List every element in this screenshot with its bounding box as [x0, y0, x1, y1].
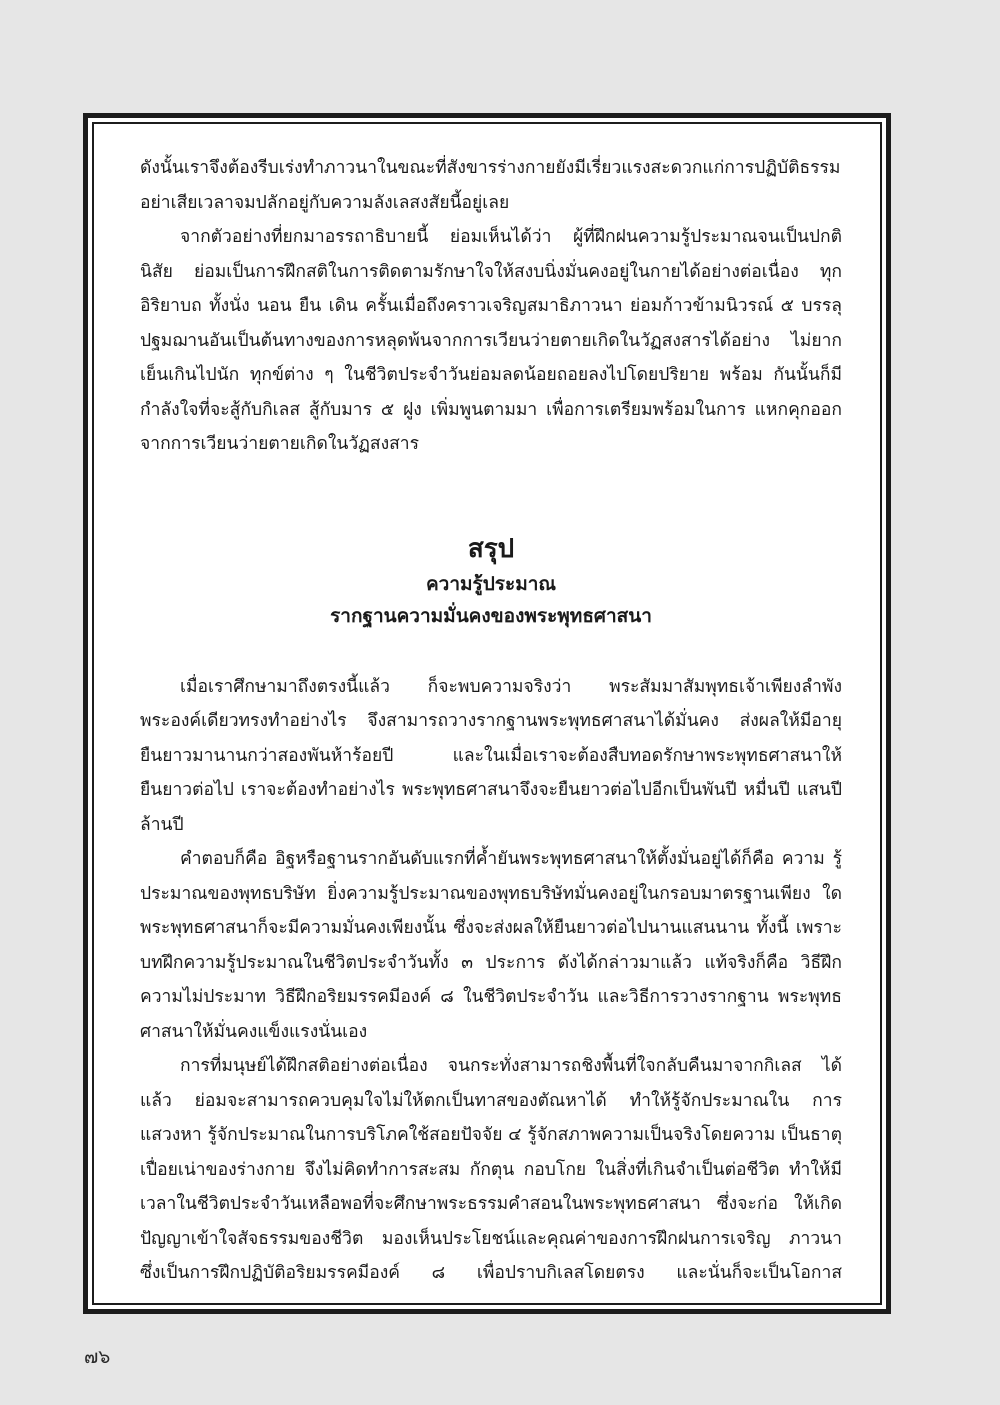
heading-subtitle: ความรู้ประมาณ — [425, 572, 557, 595]
text-line: แหกคุกออกจากการเวียนว่ายตายเกิดในวัฏสงสาร — [140, 399, 842, 454]
page-content — [140, 151, 842, 1291]
text-line: เพราะบทฝึกความรู้ประมาณในชีวิตประจำวันทั้ง ๓ ประการ ดังได้กล่าวมาแล้ว แท้จริงก็คือ — [140, 918, 842, 973]
text-line: วิธีฝึกความไม่ประมาท วิธีฝึกอริยมรรคมีองค์ ๘ ในชีวิตประจำวัน และวิธีการวางรากฐาน — [140, 952, 842, 1007]
text-line: การแสวงหา รู้จักประมาณในการบริโภคใช้สอยปัจจัย ๔ รู้จักสภาพความเป็นจริงโดยความ — [140, 1090, 842, 1145]
text-line: อย่าเสียเวลาจมปลักอยู่กับความลังเลสงสัยนี้อยู่เลย — [140, 192, 510, 213]
text-line: จากตัวอย่างที่ยกมาอรรถาธิบายนี้ ย่อมเห็นได้ว่า ผู้ที่ฝึกฝนความรู้ประมาณจนเป็นปกติ — [180, 227, 842, 247]
text-line: ไม่ยากเย็นเกินไปนัก ทุกข์ต่าง ๆ ในชีวิตประจำวันย่อมลดน้อยถอยลงไปโดยปริยาย พร้อม — [140, 330, 842, 385]
text-line: แสนปี ล้านปี — [140, 780, 842, 835]
text-line: ยืนยาวต่อไป เราจะต้องทำอย่างไร พระพุทธศาสนาจึงจะยืนยาวต่อไปอีกเป็นพันปี หมื่นปี — [140, 780, 790, 800]
text-line: ยืนยาวมานานกว่าสองพันห้าร้อยปี และในเมื่อเราจะต้องสืบทอดรักษาพระพุทธศาสนาให้ — [140, 745, 842, 766]
page-border-outer — [83, 113, 891, 1314]
text-line: นิสัย ย่อมเป็นการฝึกสติในการติดตามรักษาใจให้สงบนิ่งมั่นคงอยู่ในกายได้อย่างต่อเนื่อง — [140, 261, 799, 282]
heading-title: สรุป — [467, 533, 515, 564]
text-line: ทำให้มีเวลาในชีวิตประจำวันเหลือพอที่จะศึกษาพระธรรมคำสอนในพระพุทธศาสนา ซึ่งจะก่อ — [140, 1159, 842, 1214]
text-line: ดังนั้นเราจึงต้องรีบเร่งทำภาวนาในขณะที่สังขารร่างกายยังมีเรี่ยวแรงสะดวกแก่การปฏิบัติธรรม — [140, 158, 841, 178]
heading-subtitle: รากฐานความมั่นคงของพระพุทธศาสนา — [330, 604, 652, 627]
paragraph — [140, 842, 842, 1049]
text-line: เป็นธาตุเปื่อยเน่าของร่างกาย จึงไม่คิดทำการสะสม กักตุน กอบโกย ในสิ่งที่เกินจำเป็นต่อชีวิต — [140, 1125, 842, 1180]
text-line: รู้ประมาณของพุทธบริษัท ยิ่งความรู้ประมาณของพุทธบริษัทมั่นคงอยู่ในกรอบมาตรฐานเพียง — [140, 849, 842, 904]
text-line: บรรลุปฐมฌานอันเป็นต้นทางของการหลุดพ้นจากการเวียนว่ายตายเกิดในวัฏสงสารได้อย่าง — [140, 296, 842, 351]
text-line: พระองค์เดียวทรงทำอย่างไร จึงสามารถวางรากฐานพระพุทธศาสนาได้มั่นคง ส่งผลให้มีอายุ — [140, 711, 842, 731]
text-line: คำตอบก็คือ อิฐหรือฐานรากอันดับแรกที่ค้ำยันพระพุทธศาสนาให้ตั้งมั่นอยู่ได้ก็คือ ความ — [180, 849, 825, 869]
text-line: กันนั้นก็มีกำลังใจที่จะสู้กับกิเลส สู้กับมาร ๕ ฝูง เพิ่มพูนตามมา เพื่อการเตรียมพร้อมในการ — [140, 365, 842, 420]
text-line: ได้แล้ว ย่อมจะสามารถควบคุมใจไม่ให้ตกเป็นทาสของตัณหาได้ ทำให้รู้จักประมาณใน — [140, 1056, 842, 1111]
text-line: การที่มนุษย์ได้ฝึกสติอย่างต่อเนื่อง จนกระทั่งสามารถชิงพื้นที่ใจกลับคืนมาจากกิเลส — [180, 1056, 802, 1076]
text-line: ทุกอิริยาบถ ทั้งนั่ง นอน ยืน เดิน ครั้นเมื่อถึงคราวเจริญสมาธิภาวนา ย่อมก้าวข้ามนิวรณ์ ๕ — [140, 261, 842, 316]
paragraph-continuation — [140, 151, 842, 220]
section-heading — [140, 530, 842, 632]
text-line: ให้เกิดปัญญาเข้าใจสัจธรรมของชีวิต มองเห็นประโยชน์และคุณค่าของการฝึกฝนการเจริญ — [140, 1194, 842, 1249]
page-number: ๗๖ — [84, 1346, 111, 1368]
text-line: พระพุทธศาสนาให้มั่นคงแข็งแรงนั่นเอง — [140, 987, 842, 1042]
paragraph — [140, 670, 842, 843]
text-line: ภาวนา ซึ่งเป็นการฝึกปฏิบัติอริยมรรคมีองค์ ๘ เพื่อปราบกิเลสโดยตรง และนั่นก็จะเป็นโอกาส — [140, 1228, 842, 1283]
text-line: ใด พระพุทธศาสนาก็จะมีความมั่นคงเพียงนั้น ซึ่งจะส่งผลให้ยืนยาวต่อไปนานแสนนาน ทั้งนี้ — [140, 883, 842, 938]
paragraph — [140, 1049, 842, 1291]
text-line: เมื่อเราศึกษามาถึงตรงนี้แล้ว ก็จะพบความจริงว่า พระสัมมาสัมพุทธเจ้าเพียงลำพัง — [180, 676, 842, 697]
paragraph — [140, 220, 842, 462]
